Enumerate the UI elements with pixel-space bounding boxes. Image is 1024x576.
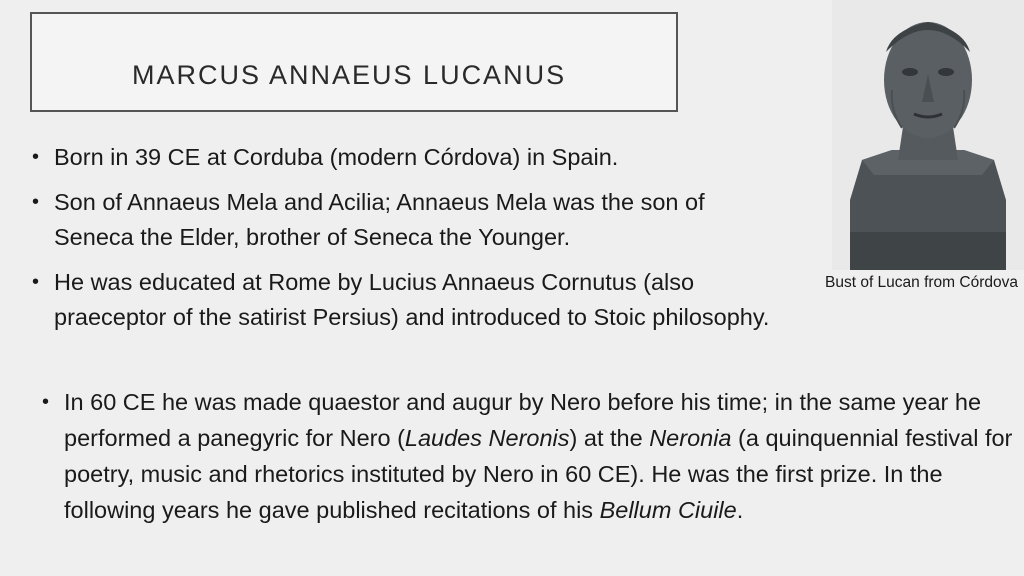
career-text-4: .: [736, 497, 744, 523]
bellum-ciuile: Bellum Ciuile: [599, 497, 737, 523]
bullet-parents: • Son of Annaeus Mela and Acilia; Annaeus Mela was the son of Seneca the Elder, brother of Seneca the Younger.: [30, 185, 790, 255]
neronia: Neronia: [649, 425, 732, 451]
bust-of-lucan-image: [832, 0, 1024, 270]
slide-title: MARCUS ANNAEUS LUCANUS: [132, 60, 567, 90]
bullet-birth: • Born in 39 CE at Corduba (modern Córdova) in Spain.: [30, 140, 790, 175]
laudes-neronis: Laudes Neronis: [404, 425, 570, 451]
bullet-career: [40, 384, 1024, 528]
career-text-1: In 60 CE he was made quaestor and augur by Nero before his time; in the same year he performed a panegyric for Nero (: [64, 389, 982, 451]
career-text-2: ) at the: [569, 425, 650, 451]
title-box: [30, 12, 678, 112]
bust-image: [832, 0, 1024, 270]
bullet-education: • He was educated at Rome by Lucius Annaeus Cornutus (also praeceptor of the satirist Persius) and introduced to Stoic philosophy.: [30, 265, 790, 335]
career-text-3: (a quinquennial festival for poetry, music and rhetorics instituted by Nero in 60 CE). He was the first prize. In the following years he gave published recitations of his: [64, 425, 1013, 523]
bullet-list: [30, 140, 790, 345]
image-caption: Bust of Lucan from Córdova: [825, 274, 1018, 291]
